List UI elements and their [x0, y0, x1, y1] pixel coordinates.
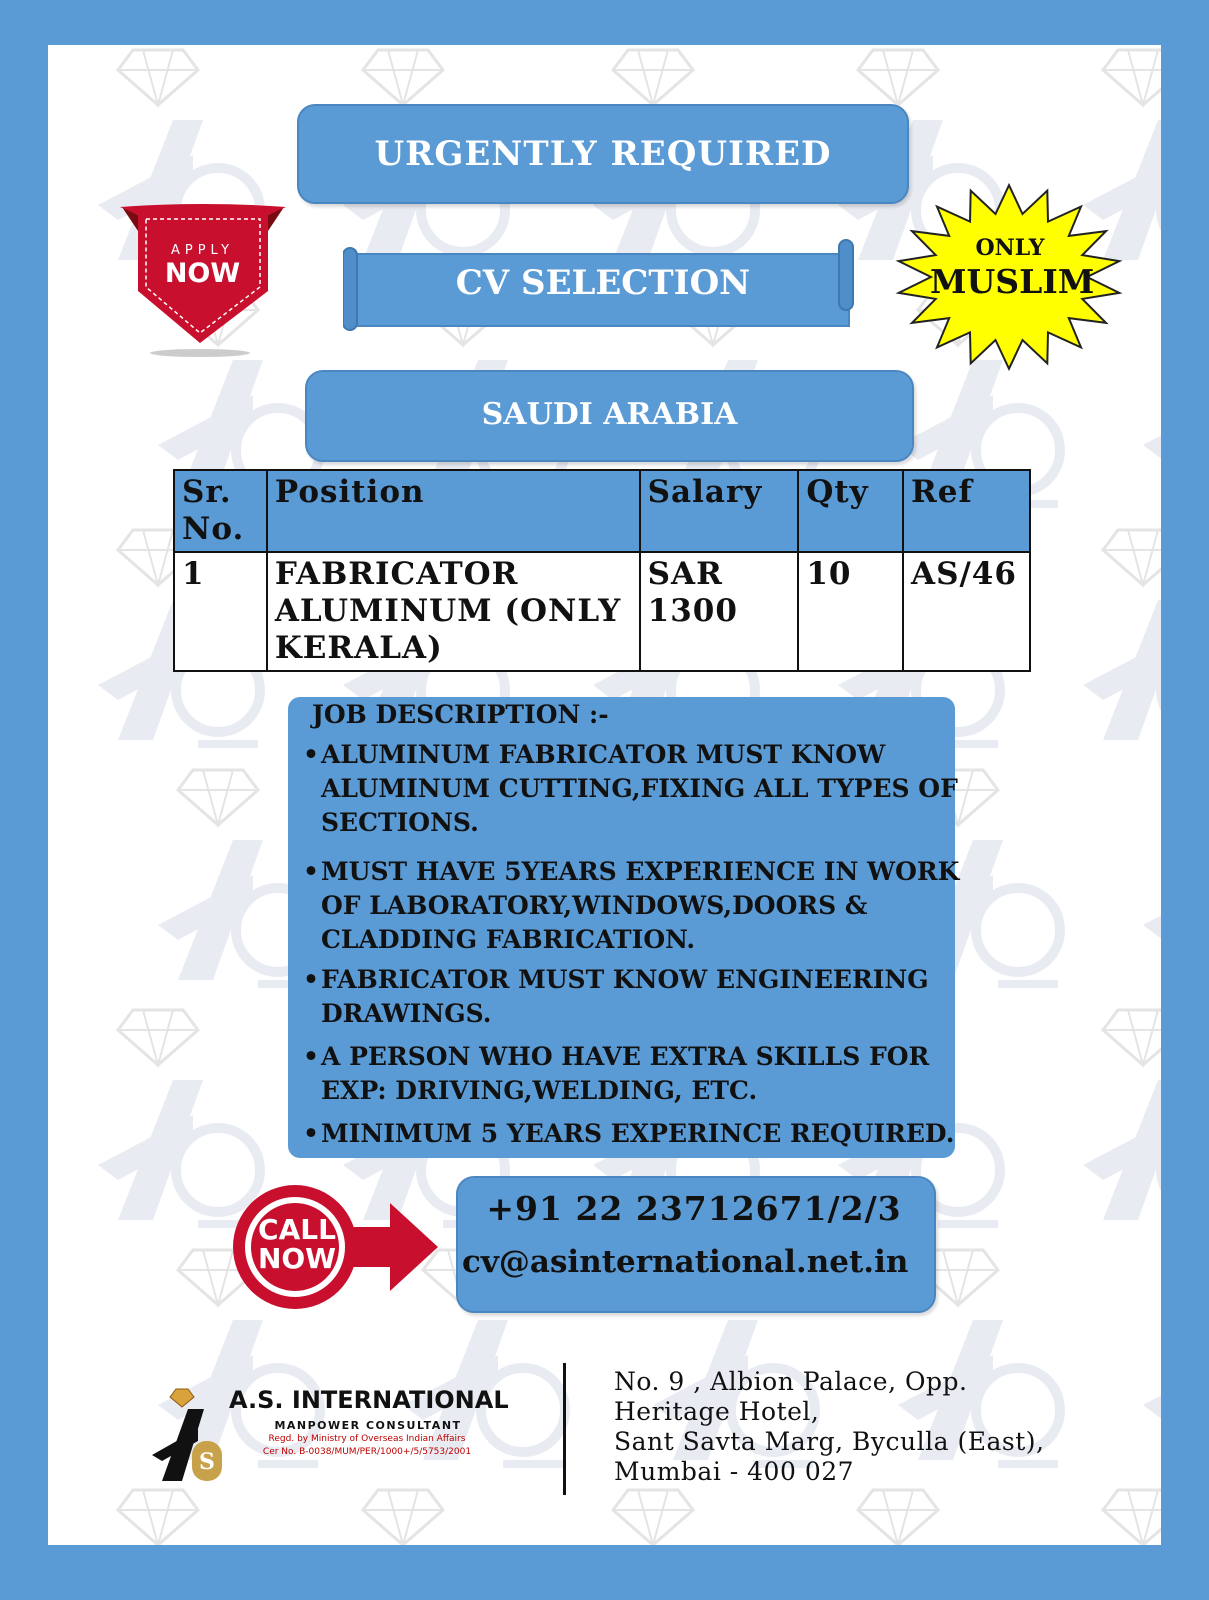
col-header-position: Position	[267, 470, 640, 552]
footer-divider	[563, 1363, 566, 1495]
only-label: ONLY	[975, 235, 1045, 261]
bullet-icon: •	[303, 965, 319, 994]
muslim-label: MUSLIM	[930, 262, 1095, 301]
watermark-logo-icon	[1143, 290, 1161, 508]
col-header-qty: Qty	[798, 470, 903, 552]
bullet-icon: •	[303, 740, 319, 769]
col-header-sr-no: Sr. No.	[174, 470, 267, 552]
cell-position: FABRICATOR ALUMINUM (ONLY KERALA)	[267, 552, 640, 671]
address-line: Sant Savta Marg, Byculla (East),	[614, 1427, 1045, 1456]
cell-salary: SAR 1300	[640, 552, 799, 671]
watermark-logo-icon	[1083, 1490, 1161, 1545]
col-header-salary: Salary	[640, 470, 799, 552]
company-subtitle: MANPOWER CONSULTANT	[274, 1419, 462, 1432]
watermark-logo-icon	[1143, 1250, 1161, 1468]
svg-text:S: S	[199, 1449, 215, 1475]
now-label: NOW	[164, 258, 241, 289]
bullet-text: ALUMINUM FABRICATOR MUST KNOW ALUMINUM CUTTING,FIXING ALL TYPES OF SECTIONS.	[321, 740, 958, 837]
watermark-logo-icon	[1083, 530, 1161, 748]
address-line: No. 9 , Albion Palace, Opp.	[614, 1367, 968, 1396]
cell-ref: AS/46	[903, 552, 1030, 671]
address-line: Heritage Hotel,	[614, 1397, 820, 1426]
bullet-text: FABRICATOR MUST KNOW ENGINEERING DRAWINGS.	[321, 965, 929, 1028]
urgent-banner: URGENTLY REQUIRED	[297, 104, 909, 204]
registration-text	[232, 1433, 502, 1459]
address-line: Mumbai - 400 027	[614, 1457, 855, 1486]
jobs-table	[173, 469, 1031, 672]
company-logo-icon	[152, 1385, 226, 1485]
bullet-icon: •	[303, 1042, 319, 1071]
apply-label: APPLY	[170, 243, 235, 258]
bullet-text: A PERSON WHO HAVE EXTRA SKILLS FOR EXP: DRIVING,WELDING, ETC.	[321, 1042, 930, 1105]
watermark-logo-icon	[98, 1490, 260, 1545]
bullet-icon: •	[303, 857, 319, 886]
cell-qty: 10	[798, 552, 903, 671]
job-description-title: JOB DESCRIPTION :-	[312, 700, 609, 729]
now-call-label: NOW	[257, 1242, 337, 1275]
cell-sr-no: 1	[174, 552, 267, 671]
col-header-ref: Ref	[903, 470, 1030, 552]
watermark-logo-icon	[593, 1490, 755, 1545]
watermark-logo-icon	[838, 1490, 1000, 1545]
phone-number[interactable]: +91 22 23712671/2/3	[486, 1189, 902, 1228]
call-now-label	[257, 1215, 337, 1273]
bullet-text: MINIMUM 5 YEARS EXPERINCE REQUIRED.	[321, 1119, 955, 1148]
cv-selection-label: CV SELECTION	[455, 263, 751, 303]
regd-line: Regd. by Ministry of Overseas Indian Affairs	[268, 1434, 466, 1444]
bullet-text: MUST HAVE 5YEARS EXPERIENCE IN WORK OF LABORATORY,WINDOWS,DOORS & CLADDING FABRICATION.	[321, 857, 960, 954]
bullet-icon: •	[303, 1119, 319, 1148]
cert-line: Cer No. B-0038/MUM/PER/1000+/5/5753/2001	[262, 1447, 472, 1457]
watermark-logo-icon	[343, 1490, 505, 1545]
company-name: A.S. INTERNATIONAL	[229, 1386, 509, 1414]
watermark-logo-icon	[1143, 770, 1161, 988]
watermark-logo-icon	[1083, 1010, 1161, 1228]
email-address[interactable]: cv@asinternational.net.in	[462, 1244, 909, 1280]
call-label: CALL	[258, 1213, 336, 1246]
table-header-row	[174, 470, 1030, 552]
table-row	[174, 552, 1030, 671]
country-banner: SAUDI ARABIA	[305, 370, 914, 462]
